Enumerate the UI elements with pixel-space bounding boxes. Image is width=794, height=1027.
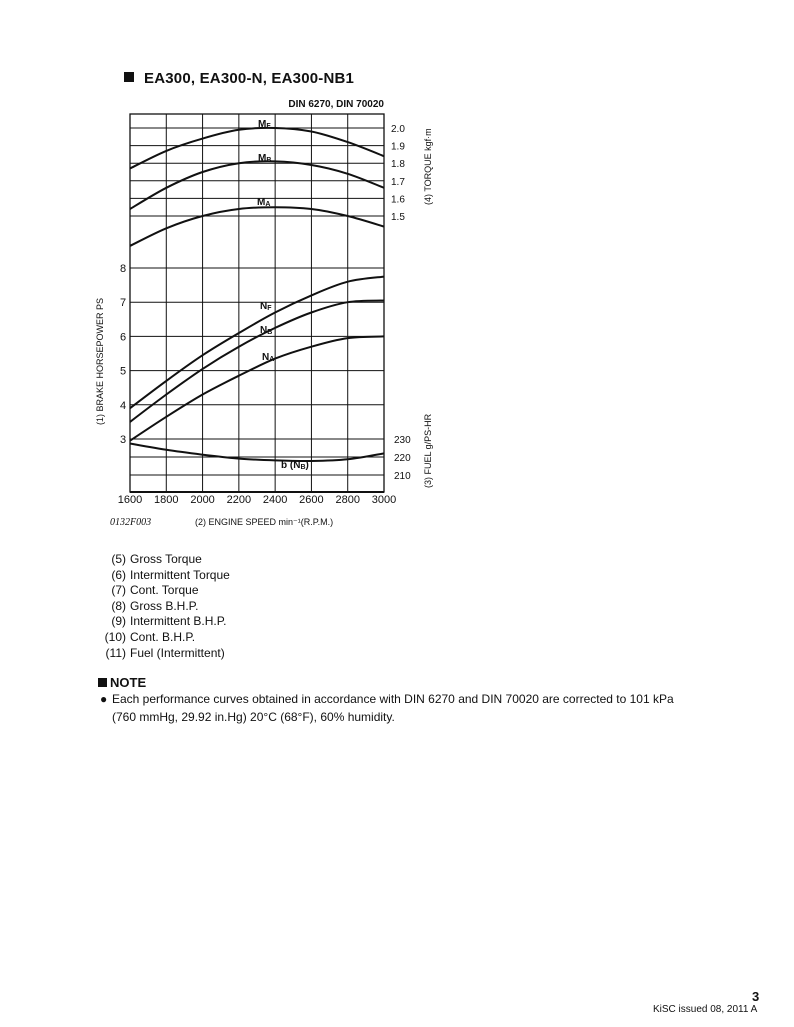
legend-text: Cont. B.H.P. xyxy=(130,629,196,644)
power-tick-label: 5 xyxy=(120,365,127,378)
legend-text: Fuel (Intermittent) xyxy=(130,645,225,660)
curve-label-nf: NF xyxy=(260,301,272,312)
curve-label-ma: MA xyxy=(257,197,271,208)
note-bullet: ● xyxy=(100,692,108,706)
x-tick-label: 3000 xyxy=(371,494,397,506)
x-tick-label: 2200 xyxy=(226,494,252,506)
x-tick-label: 1600 xyxy=(117,494,143,506)
figure-code: 0132F003 xyxy=(110,517,152,528)
legend-text: Intermittent Torque xyxy=(130,567,230,582)
legend-text: Intermittent B.H.P. xyxy=(130,614,227,629)
legend-text: Gross Torque xyxy=(130,552,202,566)
note-heading-text: NOTE xyxy=(110,675,147,690)
legend-number: (9) xyxy=(111,614,126,629)
legend-text: Cont. Torque xyxy=(130,583,199,598)
torque-tick-label: 1.9 xyxy=(391,141,405,153)
torque-tick-label: 1.5 xyxy=(391,212,405,223)
series-line-nf xyxy=(130,277,384,409)
legend-number: (6) xyxy=(111,567,126,582)
legend-number: (11) xyxy=(105,645,126,660)
note-square-bullet xyxy=(98,678,107,687)
legend-item xyxy=(96,583,230,599)
curve-label-b-nb: b (NB) xyxy=(281,460,309,471)
series-line-ma xyxy=(130,207,384,246)
legend-number: (7) xyxy=(111,583,126,598)
issue-line: KiSC issued 08, 2011 A xyxy=(653,1004,758,1015)
legend-item xyxy=(96,568,230,584)
legend-item xyxy=(96,552,230,568)
torque-tick-label: 1.8 xyxy=(391,159,405,171)
power-tick-label: 8 xyxy=(120,263,127,275)
legend-list xyxy=(96,552,230,661)
legend-item xyxy=(96,599,230,615)
chart-curves xyxy=(130,128,384,461)
legend-number: (8) xyxy=(111,598,126,613)
curve-label-nb: NB xyxy=(260,325,273,336)
torque-tick-label: 1.6 xyxy=(391,194,405,206)
fuel-axis-title: (3) FUEL g/PS-HR xyxy=(423,413,433,488)
curve-label-mf: MF xyxy=(258,119,271,130)
power-tick-label: 6 xyxy=(120,331,127,344)
curve-label-mb: MB xyxy=(258,153,272,164)
x-tick-label: 2800 xyxy=(335,494,360,506)
power-tick-label: 7 xyxy=(120,297,127,310)
legend-item xyxy=(96,630,230,646)
note-line-1: Each performance curves obtained in accordance with DIN 6270 and DIN 70020 are corrected to 101 kPa xyxy=(112,692,674,706)
legend-text: Gross B.H.P. xyxy=(130,598,199,613)
legend-number: (10) xyxy=(104,629,126,644)
series-line-na xyxy=(130,336,384,440)
x-axis-title: (2) ENGINE SPEED min⁻¹(R.P.M.) xyxy=(195,517,334,527)
power-tick-label: 4 xyxy=(120,399,127,412)
power-tick-label: 3 xyxy=(120,434,127,446)
torque-axis-title: (4) TORQUE kgf·m xyxy=(423,128,433,205)
note-line-2: (760 mmHg, 29.92 in.Hg) 20°C (68°F), 60% humidity. xyxy=(112,710,395,724)
x-tick-label: 1800 xyxy=(154,494,179,506)
fuel-tick-label: 220 xyxy=(394,453,411,464)
torque-tick-label: 1.7 xyxy=(391,176,405,188)
legend-item xyxy=(96,614,230,630)
x-tick-label: 2400 xyxy=(262,494,288,506)
torque-tick-label: 2.0 xyxy=(391,124,405,135)
page-title-text: EA300, EA300-N, EA300-NB1 xyxy=(144,70,355,87)
legend-item xyxy=(96,646,230,662)
legend-number: (5) xyxy=(111,552,126,566)
page-number: 3 xyxy=(752,989,760,1004)
standard-label: DIN 6270, DIN 70020 xyxy=(288,99,384,110)
x-tick-label: 2600 xyxy=(299,494,324,506)
curve-label-na: NA xyxy=(262,352,275,363)
note-body xyxy=(100,690,780,726)
power-axis-title: (1) BRAKE HORSEPOWER PS xyxy=(95,297,105,425)
fuel-tick-label: 210 xyxy=(394,471,411,482)
series-line-b-nb xyxy=(130,444,384,462)
x-tick-label: 2000 xyxy=(190,494,215,506)
fuel-tick-label: 230 xyxy=(394,435,411,446)
series-line-nb xyxy=(130,301,384,422)
note-heading xyxy=(98,675,146,690)
